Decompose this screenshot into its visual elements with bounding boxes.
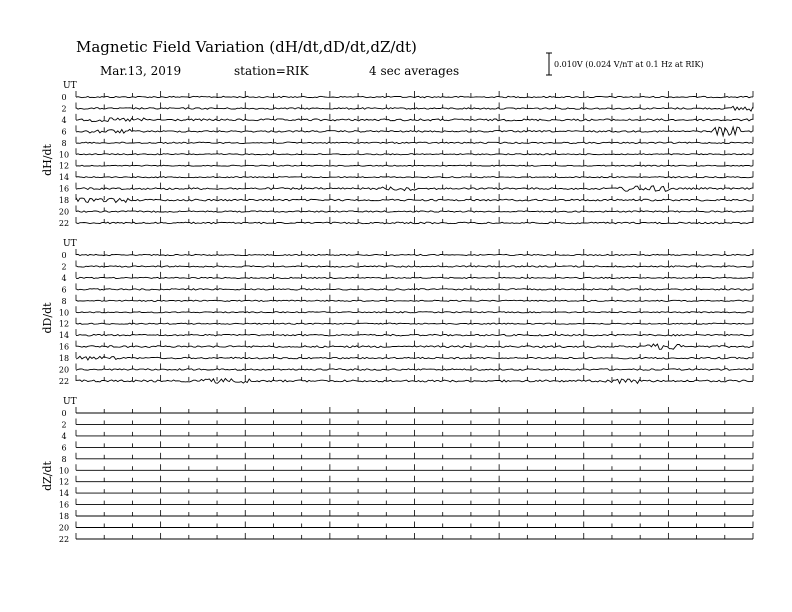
- row-label-22: 22: [58, 534, 70, 544]
- row-label-2: 2: [61, 262, 67, 272]
- row-label-16: 16: [58, 184, 70, 194]
- station-label: station=RIK: [234, 64, 309, 78]
- row-label-10: 10: [58, 466, 70, 476]
- averaging-label: 4 sec averages: [369, 64, 460, 78]
- row-label-12: 12: [58, 161, 70, 171]
- panel-dddt: [41, 239, 753, 386]
- ut-axis-label: UT: [63, 81, 77, 91]
- scale-bar-icon: [546, 53, 552, 75]
- scale-label: 0.010V (0.024 V/nT at 0.1 Hz at RIK): [554, 60, 704, 69]
- row-label-18: 18: [58, 354, 70, 364]
- row-label-6: 6: [61, 285, 67, 295]
- ut-axis-label: UT: [63, 239, 77, 249]
- panel-ylabel: dH/dt: [41, 144, 54, 176]
- row-label-18: 18: [58, 512, 70, 522]
- row-label-14: 14: [58, 489, 70, 499]
- row-label-22: 22: [58, 376, 70, 386]
- row-label-20: 20: [58, 365, 70, 375]
- row-label-14: 14: [58, 173, 70, 183]
- row-label-12: 12: [58, 477, 70, 487]
- row-label-2: 2: [61, 104, 67, 114]
- row-label-8: 8: [61, 296, 67, 306]
- row-label-4: 4: [61, 431, 67, 441]
- row-label-16: 16: [58, 342, 70, 352]
- row-label-12: 12: [58, 319, 70, 329]
- panel-ylabel: dZ/dt: [41, 461, 54, 491]
- row-label-16: 16: [58, 500, 70, 510]
- row-label-22: 22: [58, 218, 70, 228]
- row-label-18: 18: [58, 196, 70, 206]
- date-label: Mar.13, 2019: [100, 64, 182, 78]
- row-label-6: 6: [61, 443, 67, 453]
- row-label-4: 4: [61, 273, 67, 283]
- row-label-4: 4: [61, 115, 67, 125]
- row-label-6: 6: [61, 127, 67, 137]
- row-label-8: 8: [61, 454, 67, 464]
- ut-axis-label: UT: [63, 397, 77, 407]
- row-label-20: 20: [58, 523, 70, 533]
- chart-title: Magnetic Field Variation (dH/dt,dD/dt,dZ/dt): [76, 38, 417, 56]
- row-label-2: 2: [61, 420, 67, 430]
- row-label-0: 0: [61, 409, 67, 418]
- row-label-0: 0: [61, 93, 67, 102]
- row-label-20: 20: [58, 207, 70, 217]
- panel-dhdt: [41, 81, 753, 228]
- row-label-8: 8: [61, 138, 67, 148]
- row-label-0: 0: [61, 251, 67, 260]
- panel-dzdt: [41, 397, 753, 544]
- row-label-10: 10: [58, 150, 70, 160]
- row-label-10: 10: [58, 308, 70, 318]
- row-label-14: 14: [58, 331, 70, 341]
- panel-ylabel: dD/dt: [41, 302, 54, 334]
